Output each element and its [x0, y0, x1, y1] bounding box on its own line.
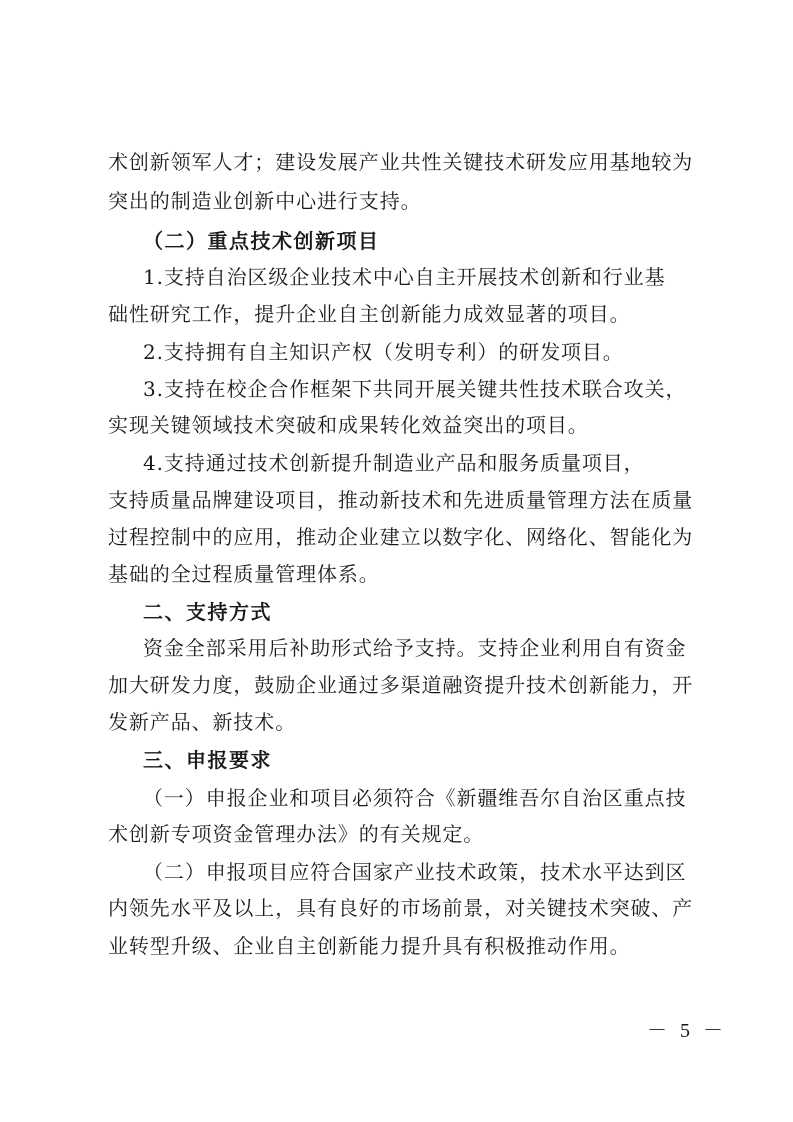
page-number: － 5 －: [647, 1020, 727, 1042]
body-line: 术创新专项资金管理办法》的有关规定。: [108, 822, 485, 846]
body-line: 内领先水平及以上，具有良好的市场前景，对关键技术突破、产: [108, 896, 694, 920]
body-line: 加大研发力度，鼓励企业通过多渠道融资提升技术创新能力，开: [108, 673, 694, 697]
body-line: 1.支持自治区级企业技术中心自主开展技术创新和行业基: [143, 265, 666, 289]
body-line: 2.支持拥有自主知识产权（发明专利）的研发项目。: [143, 340, 624, 364]
body-line: 基础的全过程质量管理体系。: [108, 562, 380, 586]
body-line: （一）申报企业和项目必须符合《新疆维吾尔自治区重点技: [143, 786, 687, 810]
body-line: 业转型升级、企业自主创新能力提升具有积极推动作用。: [108, 934, 631, 958]
body-line: 支持质量品牌建设项目，推动新技术和先进质量管理方法在质量: [108, 488, 694, 512]
body-line: 础性研究工作，提升企业自主创新能力成效显著的项目。: [108, 302, 631, 326]
section-heading: 三、申报要求: [143, 748, 272, 772]
body-line: 实现关键领域技术突破和成果转化效益突出的项目。: [108, 413, 589, 437]
body-line: 资金全部采用后补助形式给予支持。支持企业利用自有资金: [143, 636, 687, 660]
body-line: 突出的制造业创新中心进行支持。: [108, 189, 422, 213]
section-heading: 二、支持方式: [143, 600, 272, 624]
body-line: （二）申报项目应符合国家产业技术政策，技术水平达到区: [143, 860, 687, 884]
body-line: 4.支持通过技术创新提升制造业产品和服务质量项目，: [143, 451, 645, 475]
subsection-heading: （二）重点技术创新项目: [143, 229, 380, 253]
body-line: 发新产品、新技术。: [108, 710, 297, 734]
body-line: 过程控制中的应用，推动企业建立以数字化、网络化、智能化为: [108, 525, 694, 549]
body-line: 3.支持在校企合作框架下共同开展关键共性技术联合攻关，: [143, 377, 687, 401]
body-line: 术创新领军人才；建设发展产业共性关键技术研发应用基地较为: [108, 150, 694, 174]
